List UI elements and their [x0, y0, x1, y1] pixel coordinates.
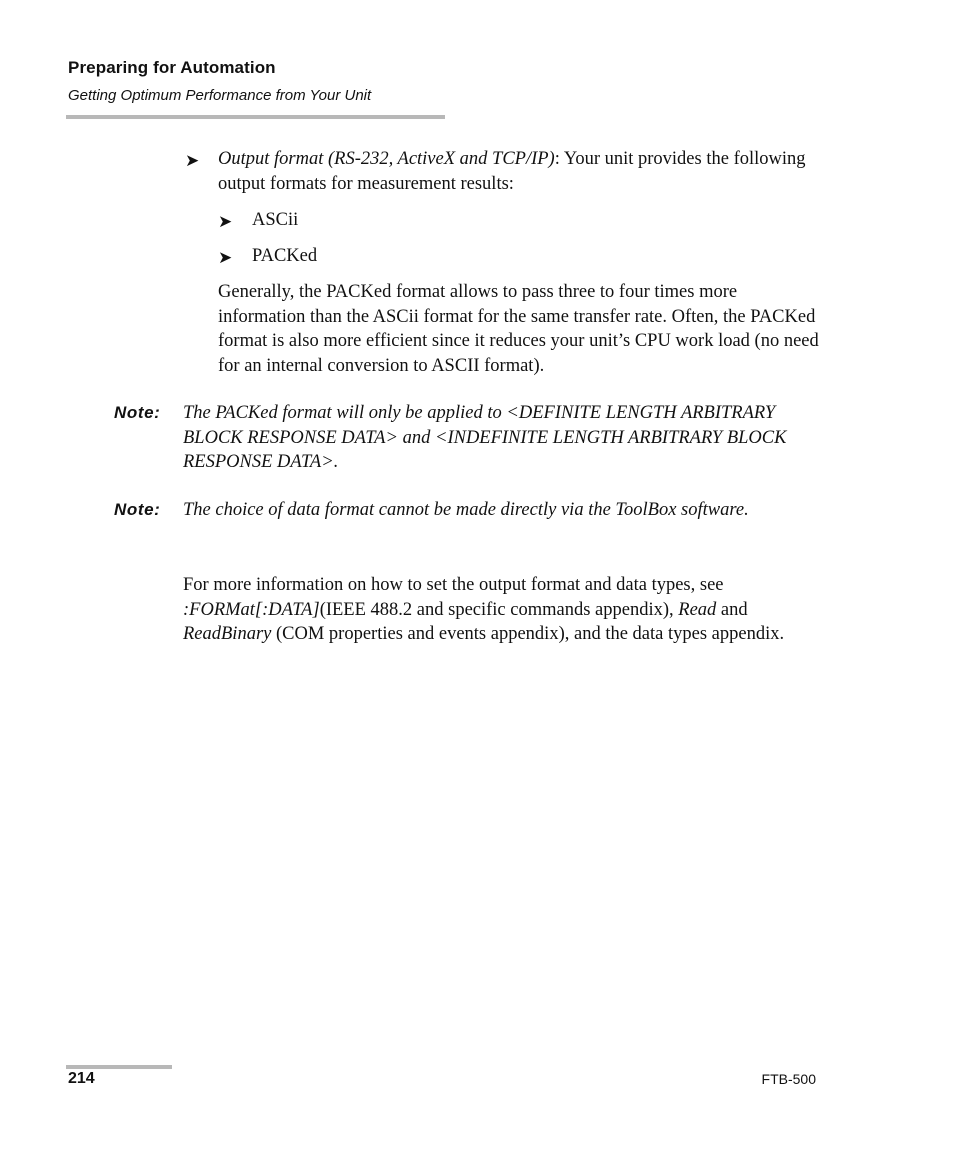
- page-header-subtitle: Getting Optimum Performance from Your Unit: [68, 87, 372, 104]
- read-reference: Read: [678, 599, 717, 620]
- note-label: Note:: [114, 500, 161, 519]
- more-info-text: and: [716, 599, 748, 620]
- header-divider: [66, 115, 445, 119]
- footer-divider: [66, 1065, 172, 1069]
- bullet-arrow-icon: ➤: [185, 151, 200, 170]
- packed-explanation-paragraph: Generally, the PACKed format allows to pass three to four times more information than the ASCii format for the same transfer rate. Often, the PACKed format is also more efficient since it reduces your unit’s CPU work load (no need for an internal conversion to ASCII format).: [218, 282, 819, 376]
- readbinary-reference: ReadBinary: [183, 624, 272, 644]
- subitem-ascii: ASCii: [252, 210, 299, 230]
- bullet-arrow-icon: ➤: [218, 212, 233, 231]
- document-id: FTB-500: [761, 1071, 816, 1087]
- note-label: Note:: [114, 403, 161, 422]
- more-info-intro: For more information on how to set the output format and data types, see: [183, 575, 724, 595]
- format-data-reference: :FORMat[:DATA]: [183, 599, 320, 620]
- note-text: The choice of data format cannot be made directly via the ToolBox software.: [183, 500, 749, 520]
- more-info-paragraph: [183, 573, 823, 647]
- more-info-text: (COM properties and events appendix), and the data types appendix.: [271, 624, 785, 644]
- output-format-text: : Your unit provides the following output formats for measurement results:: [218, 149, 806, 194]
- output-format-paragraph: [218, 147, 828, 196]
- note-text: The PACKed format will only be applied to <DEFINITE LENGTH ARBITRARY BLOCK RESPONSE DATA> and <INDEFINITE LENGTH ARBITRARY BLOCK RESPONSE DATA>.: [183, 403, 787, 472]
- bullet-arrow-icon: ➤: [218, 248, 233, 267]
- output-format-term: Output format (RS-232, ActiveX and TCP/IP): [218, 149, 555, 169]
- page-number: 214: [68, 1070, 95, 1087]
- subitem-packed: PACKed: [252, 246, 318, 266]
- more-info-text: (IEEE 488.2 and specific commands appendix),: [319, 599, 679, 620]
- page-header-title: Preparing for Automation: [68, 58, 276, 77]
